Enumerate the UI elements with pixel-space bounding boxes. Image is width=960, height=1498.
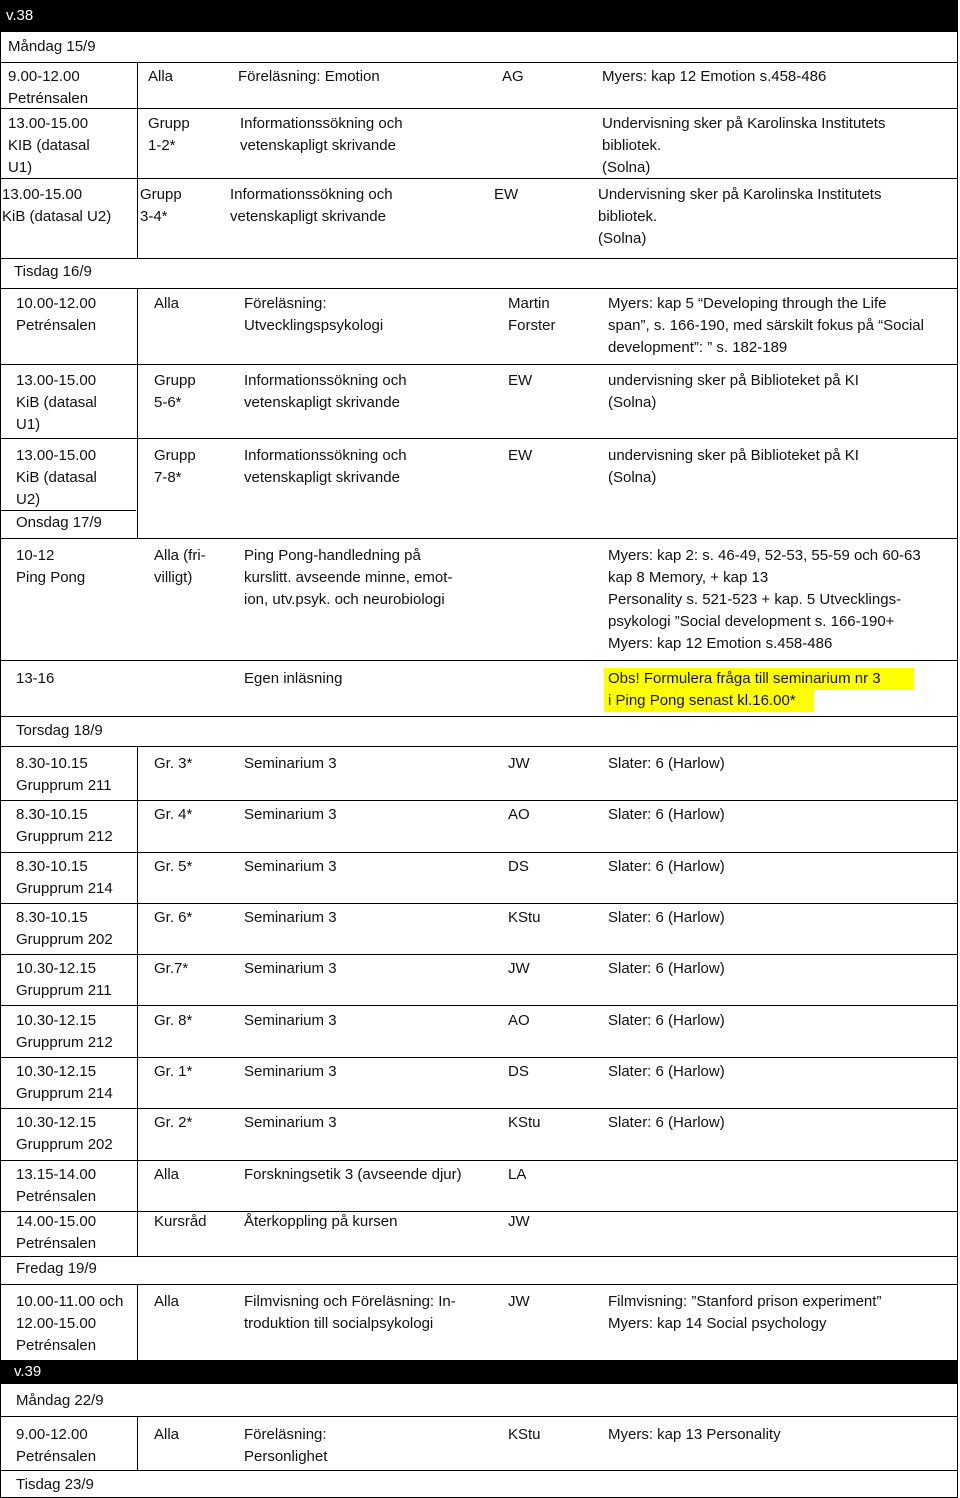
divider xyxy=(0,62,958,63)
group-cell: Kursråd xyxy=(154,1213,207,1230)
activity-cell: vetenskapligt skrivande xyxy=(240,137,396,154)
reading-cell: kap 8 Memory, + kap 13 xyxy=(608,569,769,586)
reading-cell: Filmvisning: ”Stanford prison experiment” xyxy=(608,1293,882,1310)
reading-cell: Slater: 6 (Harlow) xyxy=(608,1012,725,1029)
reading-cell: psykologi ”Social development s. 166-190+ xyxy=(608,613,895,630)
group-cell: Alla xyxy=(148,68,174,85)
activity-cell: Seminarium 3 xyxy=(244,806,337,823)
reading-cell: Slater: 6 (Harlow) xyxy=(608,909,725,926)
time-cell: Grupprum 214 xyxy=(16,880,113,897)
divider xyxy=(0,746,958,747)
group-cell: Alla xyxy=(154,295,180,312)
group-cell: Gr. 2* xyxy=(154,1114,193,1131)
divider xyxy=(0,800,958,801)
reading-cell: i Ping Pong senast kl.16.00* xyxy=(608,692,796,709)
reading-cell: undervisning sker på Biblioteket på KI xyxy=(608,372,859,389)
reading-cell: Slater: 6 (Harlow) xyxy=(608,806,725,823)
group-cell: Gr.7* xyxy=(154,960,189,977)
group-cell: Gr. 3* xyxy=(154,755,193,772)
activity-cell: Seminarium 3 xyxy=(244,755,337,772)
activity-cell: Informationssökning och xyxy=(230,186,393,203)
week-header-bar xyxy=(0,0,958,32)
group-cell: Gr. 8* xyxy=(154,1012,193,1029)
teacher-cell: EW xyxy=(494,186,519,203)
time-cell: Petrénsalen xyxy=(16,1235,97,1252)
activity-cell: Egen inläsning xyxy=(244,670,343,687)
divider xyxy=(0,108,958,109)
group-cell: Alla (fri- xyxy=(154,547,206,564)
reading-cell: Myers: kap 12 Emotion s.458-486 xyxy=(608,635,833,652)
reading-cell: bibliotek. xyxy=(598,208,658,225)
time-cell: 9.00-12.00 xyxy=(16,1426,88,1443)
activity-cell: Seminarium 3 xyxy=(244,1012,337,1029)
divider xyxy=(0,364,958,365)
teacher-cell: EW xyxy=(508,447,533,464)
day-label: Tisdag 16/9 xyxy=(14,263,92,280)
time-cell: Grupprum 214 xyxy=(16,1085,113,1102)
teacher-cell: KStu xyxy=(508,1114,541,1131)
reading-cell: Personality s. 521-523 + kap. 5 Utvecklings- xyxy=(608,591,902,608)
activity-cell: Seminarium 3 xyxy=(244,1114,337,1131)
reading-cell: (Solna) xyxy=(598,230,647,247)
divider xyxy=(0,1057,958,1058)
time-cell: Grupprum 211 xyxy=(16,982,112,999)
time-cell: 10.00-11.00 och xyxy=(16,1293,124,1310)
time-cell: 13.00-15.00 xyxy=(16,447,97,464)
group-cell: Alla xyxy=(154,1293,180,1310)
activity-cell: Föreläsning: xyxy=(244,1426,327,1443)
time-cell: Petrénsalen xyxy=(16,1448,97,1465)
time-cell: 10.00-12.00 xyxy=(16,295,97,312)
time-cell: 14.00-15.00 xyxy=(16,1213,97,1230)
time-cell: Ping Pong xyxy=(16,569,86,586)
divider xyxy=(0,258,958,259)
divider xyxy=(0,438,958,439)
teacher-cell: LA xyxy=(508,1166,527,1183)
day-label: Onsdag 17/9 xyxy=(16,514,102,531)
time-cell: KiB (datasal xyxy=(16,469,97,486)
activity-cell: vetenskapligt skrivande xyxy=(230,208,386,225)
table-border xyxy=(957,0,958,1498)
activity-cell: kurslitt. avseende minne, emot- xyxy=(244,569,453,586)
time-cell: U2) xyxy=(16,491,41,508)
reading-cell: Slater: 6 (Harlow) xyxy=(608,755,725,772)
activity-cell: Föreläsning: xyxy=(244,295,327,312)
week-label: v.38 xyxy=(6,7,34,24)
reading-cell: Myers: kap 14 Social psychology xyxy=(608,1315,827,1332)
divider xyxy=(0,288,958,289)
time-cell: 8.30-10.15 xyxy=(16,755,88,772)
time-cell: 12.00-15.00 xyxy=(16,1315,97,1332)
week-header-bar xyxy=(0,1360,958,1384)
activity-cell: ion, utv.psyk. och neurobiologi xyxy=(244,591,445,608)
time-cell: Petrénsalen xyxy=(16,1188,97,1205)
group-cell: Gr. 1* xyxy=(154,1063,193,1080)
reading-cell: bibliotek. xyxy=(602,137,662,154)
group-cell: 1-2* xyxy=(148,137,176,154)
divider xyxy=(0,903,958,904)
group-cell: villigt) xyxy=(154,569,193,586)
reading-cell: Slater: 6 (Harlow) xyxy=(608,1114,725,1131)
divider xyxy=(0,1284,958,1285)
teacher-cell: JW xyxy=(508,960,530,977)
time-cell: Grupprum 202 xyxy=(16,1136,113,1153)
time-cell: Petrénsalen xyxy=(16,1337,97,1354)
activity-cell: Personlighet xyxy=(244,1448,328,1465)
teacher-cell: Forster xyxy=(508,317,556,334)
time-cell: Grupprum 212 xyxy=(16,828,113,845)
divider xyxy=(0,1005,958,1006)
day-label: Torsdag 18/9 xyxy=(16,722,103,739)
time-cell: 13.00-15.00 xyxy=(8,115,89,132)
time-cell: U1) xyxy=(16,416,41,433)
reading-cell: (Solna) xyxy=(608,469,657,486)
activity-cell: Seminarium 3 xyxy=(244,909,337,926)
group-cell: Gr. 6* xyxy=(154,909,193,926)
time-cell: 10.30-12.15 xyxy=(16,1063,97,1080)
teacher-cell: JW xyxy=(508,755,530,772)
time-cell: Petrénsalen xyxy=(16,317,97,334)
divider xyxy=(0,538,958,539)
divider xyxy=(0,178,958,179)
divider xyxy=(0,1108,958,1109)
time-cell: Petrénsalen xyxy=(8,90,89,107)
teacher-cell: AO xyxy=(508,806,530,823)
reading-cell: Myers: kap 12 Emotion s.458-486 xyxy=(602,68,827,85)
reading-cell: span”, s. 166-190, med särskilt fokus på “Social xyxy=(608,317,924,334)
teacher-cell: AG xyxy=(502,68,524,85)
group-cell: Grupp xyxy=(154,372,196,389)
time-cell: 13-16 xyxy=(16,670,55,687)
time-cell: 13.15-14.00 xyxy=(16,1166,97,1183)
group-cell: Grupp xyxy=(148,115,190,132)
group-cell: 5-6* xyxy=(154,394,182,411)
reading-cell: Obs! Formulera fråga till seminarium nr 3 xyxy=(608,670,881,687)
reading-cell: undervisning sker på Biblioteket på KI xyxy=(608,447,859,464)
activity-cell: Återkoppling på kursen xyxy=(244,1213,398,1230)
time-cell: KiB (datasal xyxy=(16,394,97,411)
teacher-cell: EW xyxy=(508,372,533,389)
time-cell: 8.30-10.15 xyxy=(16,806,88,823)
time-cell: KiB (datasal U2) xyxy=(2,208,112,225)
group-cell: 7-8* xyxy=(154,469,182,486)
reading-cell: Myers: kap 5 “Developing through the Life xyxy=(608,295,887,312)
reading-cell: (Solna) xyxy=(602,159,651,176)
teacher-cell: JW xyxy=(508,1213,530,1230)
time-cell: 10.30-12.15 xyxy=(16,960,97,977)
activity-cell: Utvecklingspsykologi xyxy=(244,317,384,334)
activity-cell: Seminarium 3 xyxy=(244,1063,337,1080)
teacher-cell: KStu xyxy=(508,1426,541,1443)
column-border xyxy=(137,1284,138,1360)
activity-cell: vetenskapligt skrivande xyxy=(244,394,400,411)
week-label: v.39 xyxy=(14,1363,42,1380)
reading-cell: Slater: 6 (Harlow) xyxy=(608,1063,725,1080)
column-border xyxy=(137,1416,138,1470)
teacher-cell: DS xyxy=(508,858,529,875)
divider xyxy=(0,1160,958,1161)
time-cell: Grupprum 212 xyxy=(16,1034,113,1051)
teacher-cell: JW xyxy=(508,1293,530,1310)
column-border xyxy=(137,62,138,258)
divider xyxy=(0,1256,958,1257)
group-cell: Grupp xyxy=(154,447,196,464)
activity-cell: Filmvisning och Föreläsning: In- xyxy=(244,1293,456,1310)
activity-cell: Föreläsning: Emotion xyxy=(238,68,380,85)
divider xyxy=(0,954,958,955)
activity-cell: troduktion till socialpsykologi xyxy=(244,1315,434,1332)
time-cell: 10.30-12.15 xyxy=(16,1114,97,1131)
day-label: Tisdag 23/9 xyxy=(16,1476,94,1493)
divider xyxy=(0,1470,958,1471)
time-cell: 8.30-10.15 xyxy=(16,909,88,926)
day-label: Måndag 22/9 xyxy=(16,1392,104,1409)
activity-cell: Forskningsetik 3 (avseende djur) xyxy=(244,1166,462,1183)
divider xyxy=(0,1416,958,1417)
activity-cell: Informationssökning och xyxy=(244,447,407,464)
group-cell: Gr. 5* xyxy=(154,858,193,875)
time-cell: 10.30-12.15 xyxy=(16,1012,97,1029)
time-cell: U1) xyxy=(8,159,33,176)
activity-cell: vetenskapligt skrivande xyxy=(244,469,400,486)
reading-cell: development”: ” s. 182-189 xyxy=(608,339,788,356)
divider xyxy=(0,1211,958,1212)
group-cell: Grupp xyxy=(140,186,182,203)
group-cell: Alla xyxy=(154,1426,180,1443)
teacher-cell: Martin xyxy=(508,295,550,312)
time-cell: 9.00-12.00 xyxy=(8,68,80,85)
activity-cell: Informationssökning och xyxy=(240,115,403,132)
time-cell: Grupprum 202 xyxy=(16,931,113,948)
time-cell: 10-12 xyxy=(16,547,55,564)
reading-cell: Undervisning sker på Karolinska Institutets xyxy=(602,115,886,132)
teacher-cell: DS xyxy=(508,1063,529,1080)
column-border xyxy=(137,288,138,538)
group-cell: Gr. 4* xyxy=(154,806,193,823)
group-cell: Alla xyxy=(154,1166,180,1183)
table-border xyxy=(0,0,1,1498)
column-border xyxy=(137,746,138,1256)
divider xyxy=(0,716,958,717)
activity-cell: Seminarium 3 xyxy=(244,858,337,875)
time-cell: 8.30-10.15 xyxy=(16,858,88,875)
reading-cell: Slater: 6 (Harlow) xyxy=(608,858,725,875)
activity-cell: Informationssökning och xyxy=(244,372,407,389)
time-cell: 13.00-15.00 xyxy=(16,372,97,389)
group-cell: 3-4* xyxy=(140,208,168,225)
day-label: Måndag 15/9 xyxy=(8,38,96,55)
divider xyxy=(0,660,958,661)
reading-cell: Slater: 6 (Harlow) xyxy=(608,960,725,977)
reading-cell: Myers: kap 13 Personality xyxy=(608,1426,781,1443)
reading-cell: (Solna) xyxy=(608,394,657,411)
time-cell: 13.00-15.00 xyxy=(2,186,83,203)
reading-cell: Myers: kap 2: s. 46-49, 52-53, 55-59 och 60-63 xyxy=(608,547,921,564)
teacher-cell: AO xyxy=(508,1012,530,1029)
reading-cell: Undervisning sker på Karolinska Institutets xyxy=(598,186,882,203)
activity-cell: Ping Pong-handledning på xyxy=(244,547,421,564)
time-cell: KIB (datasal xyxy=(8,137,90,154)
activity-cell: Seminarium 3 xyxy=(244,960,337,977)
teacher-cell: KStu xyxy=(508,909,541,926)
day-label: Fredag 19/9 xyxy=(16,1260,97,1277)
divider xyxy=(0,852,958,853)
time-cell: Grupprum 211 xyxy=(16,777,112,794)
